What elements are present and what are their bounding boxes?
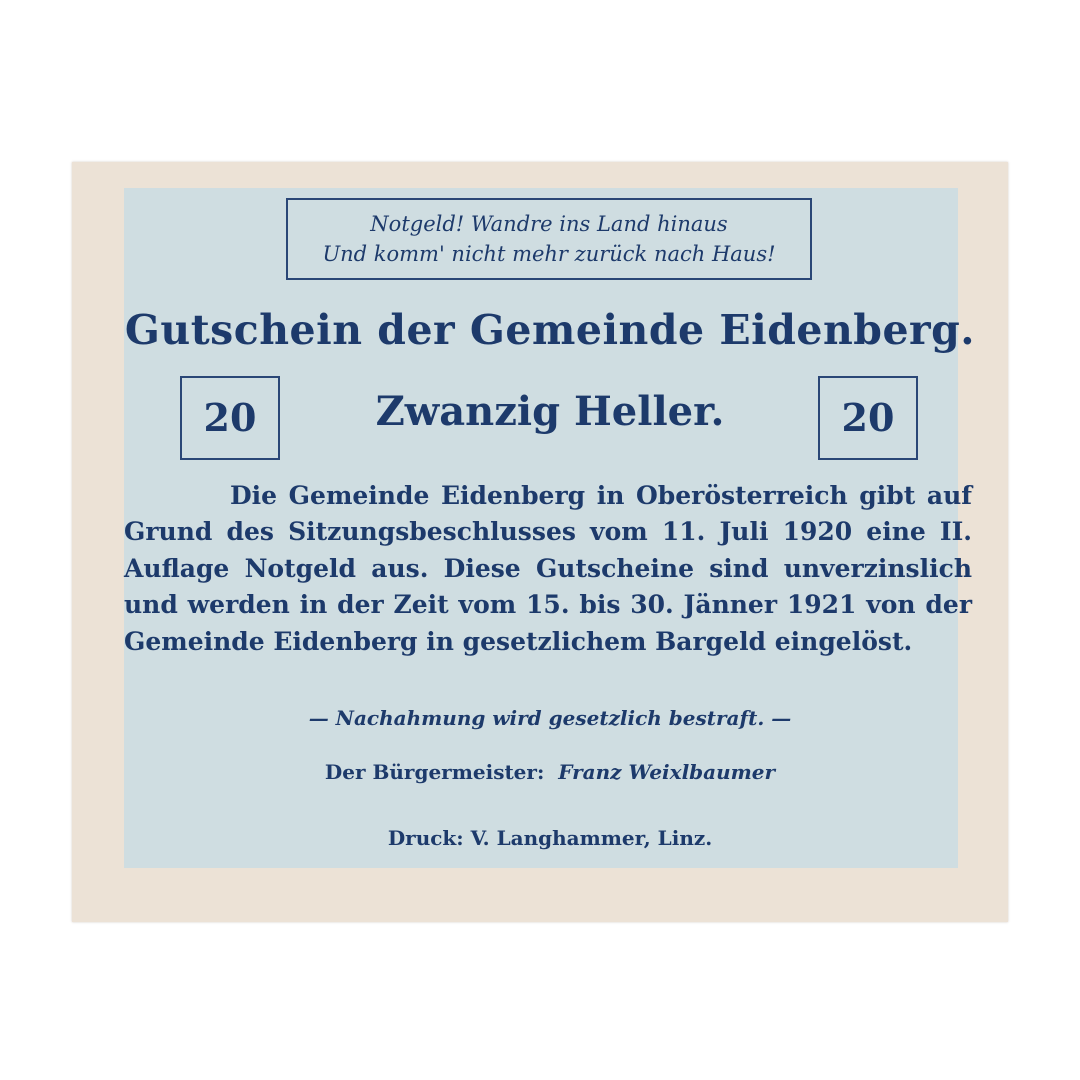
printer-line: Druck: V. Langhammer, Linz.: [387, 826, 713, 850]
mayor-signature-line: [124, 760, 976, 784]
denomination: Zwanzig Heller.: [375, 388, 725, 435]
voucher-title: Gutschein der Gemeinde Eidenberg.: [124, 306, 976, 354]
verse-line-1: Notgeld! Wandre ins Land hinaus: [370, 212, 728, 236]
value-box-left: 20: [180, 378, 280, 458]
verse-line-2: Und komm' nicht mehr zurück nach Haus!: [322, 242, 776, 266]
signature-name: Franz Weixlbaumer: [558, 760, 776, 784]
signature-role: Der Bürgermeister:: [324, 760, 545, 784]
verse-box: [286, 198, 812, 280]
counterfeit-warning: — Nachahmung wird gesetzlich bestraft. —: [308, 706, 792, 730]
value-box-right: 20: [818, 378, 918, 458]
body-text: Die Gemeinde Eidenberg in Oberösterreich gibt auf Grund des Sitzungsbeschlusses vom 11. Juli 1920 eine II. Auflage Notgeld aus. Diese Gutscheine sind unverzinslich und werden in der Zeit vom 15. bis 30. Jänner 1921 von der Gemeinde Eidenberg in gesetzlichem Bargeld eingelöst.: [124, 481, 972, 656]
